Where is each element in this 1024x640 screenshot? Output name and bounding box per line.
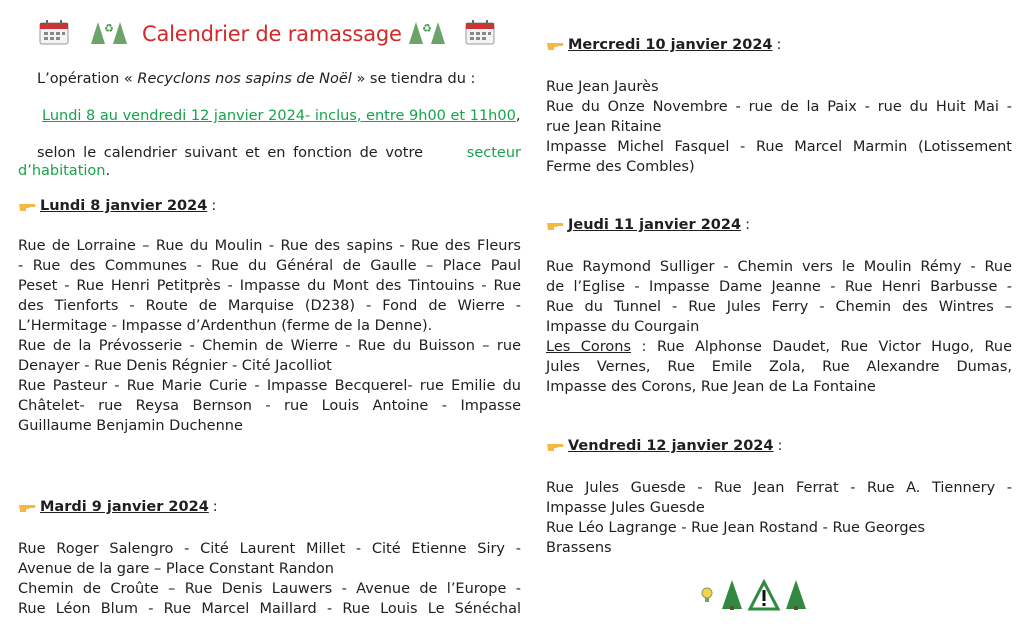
- street-line: Impasse Michel Fasquel - Rue Marcel Marmin (Lotissement: [546, 139, 1012, 155]
- street-line: - Rue des Communes - Rue du Général de Gaulle – Place Paul: [18, 258, 521, 274]
- street-line: Rue Léo Lagrange - Rue Jean Rostand - Rue Georges: [546, 520, 925, 536]
- street-line: Rue Jean Jaurès: [546, 79, 659, 95]
- intro-text: selon le calendrier suivant et en fonction de votre: [37, 145, 424, 161]
- svg-text:♻: ♻: [104, 22, 114, 35]
- tree-icon: [786, 580, 806, 610]
- street-line: rue Jean Ritaine: [546, 119, 662, 135]
- day-heading: Mardi 9 janvier 2024 :: [18, 499, 218, 515]
- corons-label: Les Corons: [546, 339, 632, 355]
- sector-label: d’habitation: [18, 163, 106, 179]
- day-label: Mardi 9 janvier 2024: [40, 499, 209, 515]
- street-line: : Rue Alphonse Daudet, Rue Victor Hugo, Rue: [631, 339, 1012, 355]
- intro-text: ,: [515, 108, 521, 124]
- street-line: Rue de Lorraine – Rue du Moulin - Rue des sapins - Rue des Fleurs: [18, 238, 521, 254]
- day-label: Mercredi 10 janvier 2024: [568, 37, 773, 53]
- street-line: Chemin de Croûte – Rue Denis Lauwers - Avenue de l’Europe -: [18, 581, 521, 597]
- day-streets-friday: [546, 478, 1012, 558]
- day-streets-tuesday: [18, 539, 521, 619]
- street-line: L’Hermitage - Impasse d’Ardenthun (ferme de la Denne).: [18, 318, 433, 334]
- street-line: Rue Raymond Sulliger - Chemin vers le Moulin Rémy - Rue: [546, 259, 1012, 275]
- day-streets-wednesday: [546, 77, 1012, 177]
- street-line: Denayer - Rue Denis Régnier - Cité Jacolliot: [18, 358, 332, 374]
- street-line: Impasse des Corons, Rue Jean de La Fontaine: [546, 379, 876, 395]
- intro-line-3: [37, 143, 521, 163]
- street-line: Impasse du Courgain: [546, 319, 700, 335]
- period-hours: , entre 9h00 et 11h00: [356, 108, 516, 124]
- calendar-icon: [464, 18, 496, 46]
- street-line: Rue Pasteur - Rue Marie Curie - Impasse Becquerel- rue Emilie du: [18, 378, 521, 394]
- street-line: Brassens: [546, 540, 612, 556]
- pointing-hand-icon: [18, 500, 36, 514]
- tree-recycle-icon: [90, 18, 130, 48]
- lightbulb-icon: [702, 588, 712, 602]
- operation-name: Recyclons nos sapins de Noël: [137, 71, 352, 87]
- street-line: Guillaume Benjamin Duchenne: [18, 418, 243, 434]
- street-line: Avenue de la gare – Place Constant Randon: [18, 561, 334, 577]
- street-line: Rue Roger Salengro - Cité Laurent Millet - Cité Etienne Siry -: [18, 541, 521, 557]
- street-line: Jules Vernes, Rue Emile Zola, Rue Alexandre Dumas,: [546, 359, 1012, 375]
- tree-icon: [722, 580, 742, 610]
- intro-text: L’opération «: [37, 71, 138, 87]
- title-row: [38, 16, 508, 54]
- street-line: Rue Léon Blum - Rue Marcel Maillard - Rue Louis Le Sénéchal: [18, 601, 521, 617]
- day-streets-monday: [18, 236, 521, 436]
- street-line: de l’Eglise - Impasse Dame Jeanne - Rue Henri Barbusse -: [546, 279, 1012, 295]
- intro-line-4: [18, 161, 110, 181]
- calendar-icon: [38, 18, 70, 46]
- street-line: Impasse Jules Guesde: [546, 500, 705, 516]
- street-line: Ferme des Combles): [546, 159, 695, 175]
- warning-icon: [750, 582, 778, 609]
- pointing-hand-icon: [546, 439, 564, 453]
- street-line: des Tienforts - Route de Marquise (D238) - Fond de Wierre -: [18, 298, 521, 314]
- intro-period: [42, 106, 520, 126]
- svg-text:♻: ♻: [422, 22, 432, 35]
- street-line: Rue de la Prévosserie - Chemin de Wierre - Rue du Buisson – rue: [18, 338, 521, 354]
- street-line: Rue Jules Guesde - Rue Jean Ferrat - Rue A. Tiennery -: [546, 480, 1012, 496]
- street-line: Rue du Onze Novembre - rue de la Paix - rue du Huit Mai -: [546, 99, 1012, 115]
- day-label: Vendredi 12 janvier 2024: [568, 438, 774, 454]
- day-heading: Mercredi 10 janvier 2024 :: [546, 37, 781, 53]
- street-line: Rue du Tunnel - Rue Jules Ferry - Chemin des Wintres –: [546, 299, 1012, 315]
- day-heading: Lundi 8 janvier 2024 :: [18, 198, 216, 214]
- day-streets-thursday: [546, 257, 1012, 397]
- intro-line-1: [37, 69, 475, 89]
- corons-line: [546, 337, 1012, 357]
- day-label: Lundi 8 janvier 2024: [40, 198, 208, 214]
- day-heading: Vendredi 12 janvier 2024 :: [546, 438, 782, 454]
- street-line: Peset - Rue Henri Petitprès - Impasse du Mont des Tintouins - Rue: [18, 278, 521, 294]
- pointing-hand-icon: [18, 199, 36, 213]
- intro-text: .: [105, 163, 111, 179]
- bottom-icon-row: [698, 578, 810, 612]
- page-title: Calendrier de ramassage: [142, 22, 402, 46]
- day-label: Jeudi 11 janvier 2024: [568, 217, 742, 233]
- day-heading: Jeudi 11 janvier 2024 :: [546, 217, 750, 233]
- pointing-hand-icon: [546, 38, 564, 52]
- tree-recycle-icon: [408, 18, 448, 48]
- sector-label: secteur: [466, 145, 521, 161]
- period-dates: Lundi 8 au vendredi 12 janvier 2024- inclus: [42, 108, 357, 124]
- street-line: Châtelet- rue Reysa Bernson - rue Louis Antoine - Impasse: [18, 398, 521, 414]
- intro-text: » se tiendra du :: [351, 71, 476, 87]
- pointing-hand-icon: [546, 218, 564, 232]
